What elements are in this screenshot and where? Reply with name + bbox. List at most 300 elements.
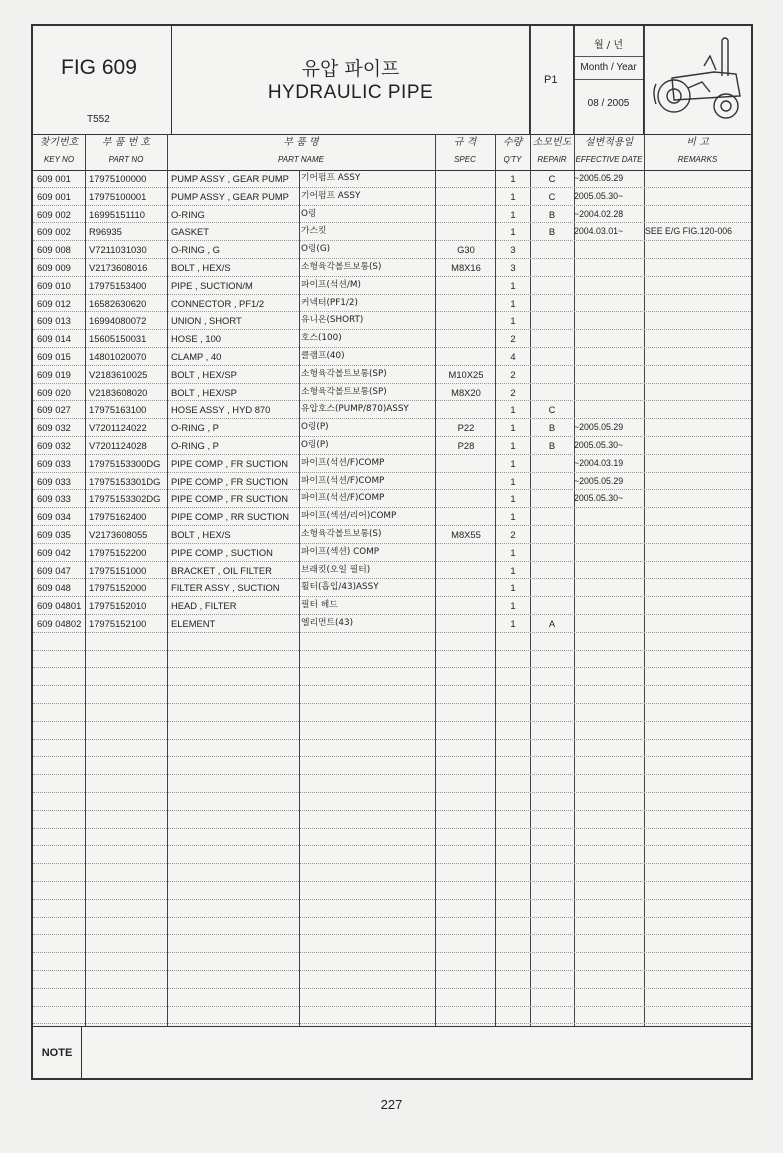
cell-name: HEAD , FILTER (171, 600, 237, 612)
cell-eff: 2005.05.30~ (574, 440, 624, 450)
cell-key: 609 014 (37, 333, 71, 345)
table-row (33, 651, 751, 669)
cell-spec (437, 473, 495, 490)
page-number: 227 (380, 1097, 403, 1112)
cell-part: 14801020070 (89, 351, 147, 362)
cell-rep (530, 544, 574, 561)
cell-key: 609 032 (37, 440, 71, 451)
cell-rep: C (548, 190, 556, 202)
cell-ko: 유압호스(PUMP/870)ASSY (301, 404, 409, 415)
cell-ko: 브래킷(오일 필터) (301, 564, 371, 575)
cell-key: 609 010 (37, 279, 71, 291)
cell-eff: 2005.05.30~ (574, 190, 624, 201)
cell-name: UNION , SHORT (171, 315, 242, 327)
cell-rep (530, 295, 574, 312)
cell-rep (530, 562, 574, 579)
cell-key: 609 008 (37, 244, 71, 256)
cell-rem (645, 615, 751, 632)
cell-key: 609 035 (37, 529, 71, 540)
table-row (33, 490, 751, 508)
cell-spec (437, 330, 495, 347)
cell-qty: 1 (510, 190, 516, 202)
cell-qty: 1 (510, 493, 516, 505)
cell-qty: 1 (510, 440, 516, 451)
table-row (33, 526, 751, 544)
model-code: T552 (87, 114, 110, 125)
cell-key: 609 032 (37, 422, 71, 434)
cell-spec (437, 562, 495, 579)
cell-ko: 호스(100) (301, 333, 342, 344)
cell-eff (574, 259, 644, 276)
cell-name: O-RING (171, 208, 205, 220)
cell-spec: M8X55 (451, 529, 481, 540)
cell-ko: 엘리먼트(43) (301, 618, 354, 628)
cell-rep (530, 490, 574, 507)
cell-rem (645, 544, 751, 561)
cell-key: 609 013 (37, 315, 71, 327)
cell-rem (645, 330, 751, 347)
title-korean: 유압 파이프 (301, 58, 400, 80)
table-row (33, 757, 751, 775)
cell-key: 609 033 (37, 493, 71, 505)
cell-qty: 1 (510, 546, 516, 558)
cell-rem (645, 259, 751, 276)
date-label-korean: 월 / 년 (593, 40, 624, 51)
table-row (33, 544, 751, 562)
cell-ko: 소형육각볼트보통(S) (301, 262, 382, 272)
table-row (33, 384, 751, 402)
cell-eff: ~2005.05.29 (574, 173, 624, 183)
table-row (33, 437, 751, 455)
cell-eff (574, 562, 644, 579)
tractor-illustration (644, 26, 751, 134)
cell-eff: ~2004.02.28 (574, 208, 624, 219)
table-row (33, 579, 751, 597)
cell-part: 16994080072 (89, 315, 147, 327)
cell-qty: 1 (510, 279, 516, 291)
cell-ko: 소형육각볼트보통(SP) (301, 386, 387, 397)
cell-rep: C (548, 173, 556, 184)
cell-key: 609 033 (37, 457, 71, 469)
cell-name: GASKET (171, 226, 210, 238)
cell-part: 17975162400 (89, 511, 147, 523)
cell-ko: O링 (301, 208, 317, 219)
cell-qty: 1 (510, 297, 516, 309)
cell-eff (574, 526, 644, 543)
cell-qty: 1 (510, 582, 516, 594)
cell-rem (645, 277, 751, 294)
cell-rem (645, 188, 751, 205)
cell-qty: 2 (510, 368, 516, 380)
table-row (33, 597, 751, 615)
cell-key: 609 001 (37, 190, 71, 202)
cell-name: CONNECTOR , PF1/2 (171, 297, 265, 309)
cell-spec: M10X25 (448, 368, 484, 380)
table-row (33, 562, 751, 580)
cell-key: 609 048 (37, 582, 71, 594)
cell-ko: O링(G) (301, 244, 331, 255)
cell-qty: 1 (510, 173, 516, 184)
cell-part: 17975153300DG (89, 457, 161, 469)
cell-spec (437, 508, 495, 525)
table-row (33, 971, 751, 989)
cell-eff (574, 384, 644, 401)
cell-rem (645, 579, 751, 596)
col-effective-date: 설변적용일 EFFECTIVE DATE (575, 137, 643, 164)
table-row (33, 953, 751, 971)
cell-ko: 파이프(섹션) COMP (301, 546, 380, 557)
cell-part: 16582630620 (89, 297, 147, 309)
cell-key: 609 020 (37, 386, 71, 398)
table-row (33, 775, 751, 793)
cell-eff: ~2005.05.29 (574, 475, 624, 486)
cell-name: O-RING , G (171, 244, 220, 256)
col-part-no: 부 품 번 호 PART NO (101, 137, 151, 164)
cell-key: 609 012 (37, 297, 71, 309)
cell-ko: 유니온(SHORT) (301, 315, 364, 326)
cell-eff (574, 544, 644, 561)
cell-rem (645, 295, 751, 312)
cell-eff (574, 597, 644, 614)
cell-part: 17975153400 (89, 279, 147, 291)
cell-rem (645, 490, 751, 507)
cell-rem (645, 384, 751, 401)
cell-rem (645, 473, 751, 490)
cell-eff (574, 348, 644, 365)
title-english: HYDRAULIC PIPE (267, 82, 434, 103)
cell-ko: 클램프(40) (301, 351, 345, 361)
cell-spec (437, 401, 495, 418)
table-row (33, 312, 751, 330)
cell-key: 609 047 (37, 564, 71, 576)
cell-spec: P28 (457, 440, 475, 451)
cell-rep (530, 330, 574, 347)
cell-eff (574, 508, 644, 525)
table-row (33, 686, 751, 704)
cell-spec (437, 455, 495, 472)
cell-rem: SEE E/G FIG.120-006 (645, 226, 733, 237)
cell-key: 609 002 (37, 226, 71, 238)
cell-rem (645, 562, 751, 579)
cell-qty: 1 (510, 422, 516, 434)
cell-part: 17975153302DG (89, 493, 161, 505)
date-label-english: Month / Year (574, 56, 643, 80)
cell-rep (530, 366, 574, 383)
parts-table (33, 170, 751, 1026)
cell-rem (645, 526, 751, 543)
cell-part: V7201124022 (89, 422, 147, 434)
cell-qty: 1 (510, 475, 516, 487)
cell-eff: 2004.03.01~ (574, 226, 624, 237)
cell-key: 609 04802 (37, 618, 82, 629)
cell-part: 15605150031 (89, 333, 147, 345)
col-remarks: 비 고 REMARKS (677, 137, 718, 164)
cell-spec (437, 490, 495, 507)
cell-rem (645, 455, 751, 472)
cell-rem (645, 508, 751, 525)
cell-name: ELEMENT (171, 618, 216, 629)
cell-rep (530, 259, 574, 276)
cell-name: PUMP ASSY , GEAR PUMP (171, 190, 289, 202)
cell-name: PIPE COMP , FR SUCTION (171, 493, 289, 505)
table-row (33, 348, 751, 366)
fig-number: FIG 609 (61, 56, 137, 79)
table-row (33, 241, 751, 259)
cell-rep (530, 526, 574, 543)
cell-eff: 2005.05.30~ (574, 493, 624, 504)
col-qty: 수량 Q'TY (502, 137, 523, 164)
cell-part: V2183610025 (89, 368, 148, 380)
cell-rem (645, 241, 751, 258)
cell-rep: A (548, 618, 556, 629)
table-row (33, 864, 751, 882)
col-repair: 소모빈도 REPAIR (532, 137, 572, 164)
cell-ko: 커넥터(PF1/2) (301, 297, 358, 308)
table-row (33, 206, 751, 224)
cell-qty: 4 (510, 351, 516, 362)
cell-name: HOSE , 100 (171, 333, 222, 345)
cell-ko: 소형육각볼트보통(S) (301, 529, 382, 539)
cell-part: R96935 (89, 226, 122, 238)
cell-rep (530, 473, 574, 490)
cell-part: 17975151000 (89, 564, 147, 576)
table-row (33, 846, 751, 864)
cell-qty: 1 (510, 404, 516, 416)
table-row (33, 1007, 751, 1025)
cell-rem (645, 348, 751, 365)
table-row (33, 295, 751, 313)
cell-ko: 기어펌프 ASSY (301, 190, 361, 201)
cell-eff (574, 330, 644, 347)
cell-ko: 파이프(섹션/리어)COMP (301, 511, 397, 522)
cell-rep: B (548, 422, 556, 434)
parts-sheet (31, 24, 753, 1080)
cell-ko: 파이프(석션/F)COMP (301, 475, 385, 486)
table-row (33, 455, 751, 473)
cell-ko: 휠터(흡입/43)ASSY (301, 582, 379, 593)
table-row (33, 900, 751, 918)
cell-rem (645, 597, 751, 614)
table-row (33, 633, 751, 651)
table-row (33, 935, 751, 953)
cell-key: 609 027 (37, 404, 71, 416)
cell-name: O-RING , P (171, 440, 219, 451)
cell-qty: 3 (510, 262, 516, 273)
cell-eff (574, 277, 644, 294)
cell-eff (574, 401, 644, 418)
cell-name: PIPE COMP , RR SUCTION (171, 511, 290, 523)
table-row (33, 170, 751, 188)
cell-part: 16995151110 (89, 208, 145, 220)
table-row (33, 401, 751, 419)
cell-qty: 3 (510, 244, 516, 256)
cell-part: 17975100000 (89, 173, 147, 184)
cell-ko: O링(P) (301, 422, 329, 433)
cell-name: PUMP ASSY , GEAR PUMP (171, 173, 289, 184)
col-part-name: 부 품 명 PART NAME (278, 137, 324, 164)
cell-spec (437, 170, 495, 187)
cell-rem (645, 437, 751, 454)
fig-cell (33, 26, 172, 134)
cell-qty: 1 (510, 511, 516, 523)
table-row (33, 188, 751, 206)
table-row (33, 419, 751, 437)
cell-part: V7211031030 (89, 244, 147, 256)
cell-part: 17975153301DG (89, 475, 161, 487)
cell-qty: 1 (510, 315, 516, 327)
cell-name: PIPE COMP , SUCTION (171, 546, 273, 558)
cell-key: 609 04801 (37, 600, 82, 612)
cell-rem (645, 206, 751, 223)
cell-rep (530, 241, 574, 258)
cell-rem (645, 170, 751, 187)
title-cell (172, 26, 530, 134)
cell-spec (437, 312, 495, 329)
cell-name: PIPE COMP , FR SUCTION (171, 475, 289, 487)
cell-key: 609 042 (37, 546, 71, 558)
tractor-icon (644, 26, 749, 132)
cell-qty: 1 (510, 208, 516, 220)
cell-name: BOLT , HEX/SP (171, 368, 237, 380)
cell-eff (574, 366, 644, 383)
cell-part: 17975100001 (89, 190, 147, 202)
table-row (33, 918, 751, 936)
table-row (33, 793, 751, 811)
cell-qty: 1 (510, 457, 516, 469)
cell-ko: 파이프(석션/M) (301, 279, 361, 290)
cell-ko: 파이프(석션/F)COMP (301, 457, 385, 468)
cell-part: 17975152000 (89, 582, 147, 594)
cell-name: CLAMP , 40 (171, 351, 222, 362)
cell-part: V7201124028 (89, 440, 147, 451)
table-row (33, 615, 751, 633)
cell-spec: M8X16 (451, 262, 481, 273)
cell-ko: 파이프(석션/F)COMP (301, 493, 385, 504)
cell-name: PIPE , SUCTION/M (171, 279, 253, 291)
table-row (33, 508, 751, 526)
cell-ko: O링(P) (301, 440, 329, 450)
cell-spec (437, 348, 495, 365)
cell-eff: ~2004.03.19 (574, 457, 624, 468)
cell-rep: B (548, 440, 556, 451)
table-row (33, 473, 751, 491)
table-row (33, 722, 751, 740)
cell-qty: 2 (510, 333, 516, 345)
cell-ko: 가스킷 (301, 226, 327, 237)
col-spec: 규 격 SPEC (453, 137, 477, 164)
cell-rep (530, 312, 574, 329)
cell-spec (437, 277, 495, 294)
cell-rep (530, 597, 574, 614)
cell-part: 17975152200 (89, 546, 147, 558)
cell-part: 17975163100 (89, 404, 147, 416)
cell-key: 609 034 (37, 511, 71, 523)
cell-key: 609 033 (37, 475, 71, 487)
table-row (33, 811, 751, 829)
cell-key: 609 001 (37, 173, 71, 184)
table-row (33, 259, 751, 277)
cell-rep: C (548, 404, 556, 416)
cell-ko: 필터 헤드 (301, 600, 338, 611)
cell-rep (530, 455, 574, 472)
cell-rep (530, 384, 574, 401)
note-section (33, 1026, 751, 1079)
date-value: 08 / 2005 (587, 98, 630, 109)
cell-part: 17975152100 (89, 618, 147, 629)
cell-name: HOSE ASSY , HYD 870 (171, 404, 271, 416)
cell-eff (574, 579, 644, 596)
cell-part: V2173608055 (89, 529, 148, 540)
cell-part: V2173608016 (89, 262, 148, 273)
cell-name: BOLT , HEX/S (171, 262, 231, 273)
cell-rem (645, 401, 751, 418)
cell-spec (437, 544, 495, 561)
cell-key: 609 015 (37, 351, 71, 362)
cell-name: FILTER ASSY , SUCTION (171, 582, 280, 594)
cell-spec (437, 206, 495, 223)
table-row (33, 829, 751, 847)
note-label: NOTE (33, 1027, 82, 1079)
cell-spec (437, 615, 495, 632)
table-row (33, 366, 751, 384)
table-row (33, 668, 751, 686)
cell-spec (437, 188, 495, 205)
cell-rep (530, 348, 574, 365)
cell-key: 609 002 (37, 208, 71, 220)
page-cell (530, 26, 574, 134)
table-row (33, 223, 751, 241)
cell-spec (437, 223, 495, 240)
cell-rem (645, 366, 751, 383)
cell-name: BOLT , HEX/SP (171, 386, 237, 398)
table-row (33, 704, 751, 722)
cell-spec (437, 295, 495, 312)
cell-rep (530, 579, 574, 596)
cell-ko: 소형육각볼트보통(SP) (301, 368, 387, 379)
table-row (33, 989, 751, 1007)
col-key: 찾기번호 KEY NO (39, 137, 79, 164)
cell-rep (530, 277, 574, 294)
cell-key: 609 009 (37, 262, 71, 273)
cell-name: BRACKET , OIL FILTER (171, 564, 272, 576)
cell-part: V2183608020 (89, 386, 148, 398)
cell-spec: G30 (457, 244, 475, 256)
cell-part: 17975152010 (89, 600, 147, 612)
cell-rep: B (548, 208, 556, 220)
cell-rem (645, 419, 751, 436)
cell-rem (645, 312, 751, 329)
cell-qty: 2 (510, 529, 516, 540)
cell-qty: 1 (510, 618, 516, 629)
table-row (33, 740, 751, 758)
page-code: P1 (544, 74, 558, 86)
cell-spec: M8X20 (451, 386, 481, 398)
cell-spec: P22 (457, 422, 475, 434)
table-row (33, 330, 751, 348)
cell-rep (530, 508, 574, 525)
date-cell (574, 26, 644, 134)
cell-eff (574, 615, 644, 632)
table-row (33, 882, 751, 900)
cell-qty: 1 (510, 226, 516, 238)
table-row (33, 277, 751, 295)
cell-key: 609 019 (37, 368, 71, 380)
cell-spec (437, 597, 495, 614)
cell-qty: 2 (510, 386, 516, 398)
cell-spec (437, 579, 495, 596)
cell-eff: ~2005.05.29 (574, 422, 624, 433)
cell-qty: 1 (510, 564, 516, 576)
